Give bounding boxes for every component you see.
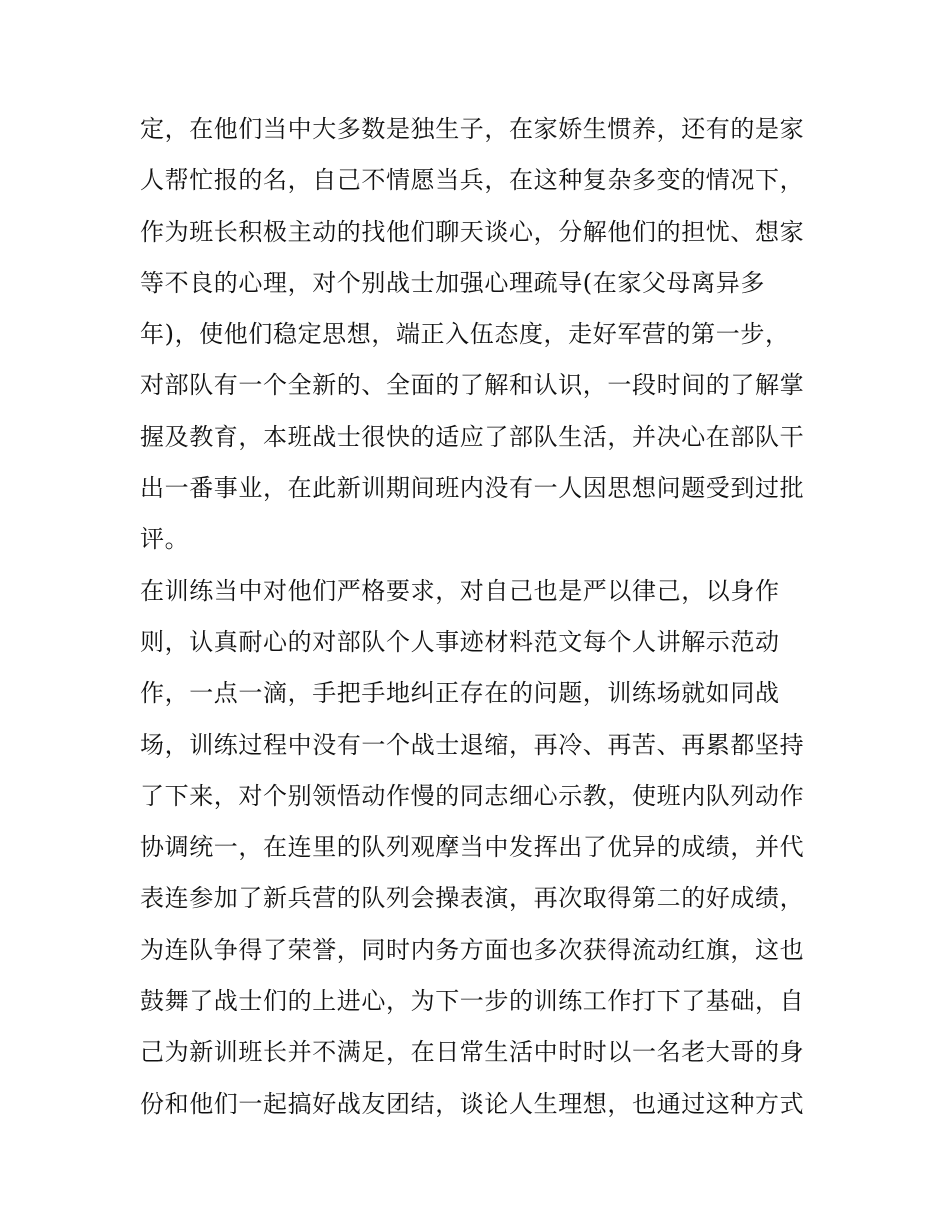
text-line: 鼓舞了战士们的上进心，为下一步的训练工作打下了基础，自 [140,987,805,1016]
text-line: 为连队争得了荣誉，同时内务方面也多次获得流动红旗，这也 [140,935,805,964]
text-line: 份和他们一起搞好战友团结，谈论人生理想，也通过这种方式 [140,1089,805,1118]
text-line: 对部队有一个全新的、全面的了解和认识，一段时间的了解掌 [140,371,805,400]
text-line: 己为新训班长并不满足，在日常生活中时时以一名老大哥的身 [140,1038,805,1067]
text-line: 定，在他们当中大多数是独生子，在家娇生惯养，还有的是家 [140,115,805,143]
text-line: 作为班长积极主动的找他们聊天谈心，分解他们的担忧、想家 [140,217,805,246]
text-line: 了下来，对个别领悟动作慢的同志细心示教，使班内队列动作 [140,781,805,810]
text-line: 评。 [140,525,190,554]
text-line: 人帮忙报的名，自己不情愿当兵，在这种复杂多变的情况下， [140,166,805,195]
text-line: 作，一点一滴，手把手地纠正存在的问题，训练场就如同战 [140,679,780,708]
text-line: 年)，使他们稳定思想，端正入伍态度，走好军营的第一步， [140,320,790,349]
text-line: 握及教育，本班战士很快的适应了部队生活，并决心在部队干 [140,422,805,451]
text-line: 在训练当中对他们严格要求，对自己也是严以律己，以身作 [140,576,780,605]
text-line: 协调统一，在连里的队列观摩当中发挥出了优异的成绩，并代 [140,833,805,862]
text-line: 出一番事业，在此新训期间班内没有一人因思想问题受到过批 [140,474,805,503]
text-line: 表连参加了新兵营的队列会操表演，再次取得第二的好成绩， [140,884,805,913]
text-line: 则，认真耐心的对部队个人事迹材料范文每个人讲解示范动 [140,627,780,656]
text-line: 场，训练过程中没有一个战士退缩，再冷、再苦、再累都坚持 [140,730,805,759]
text-line: 等不良的心理，对个别战士加强心理疏导(在家父母离异多 [140,268,765,297]
body-text [140,104,820,1130]
